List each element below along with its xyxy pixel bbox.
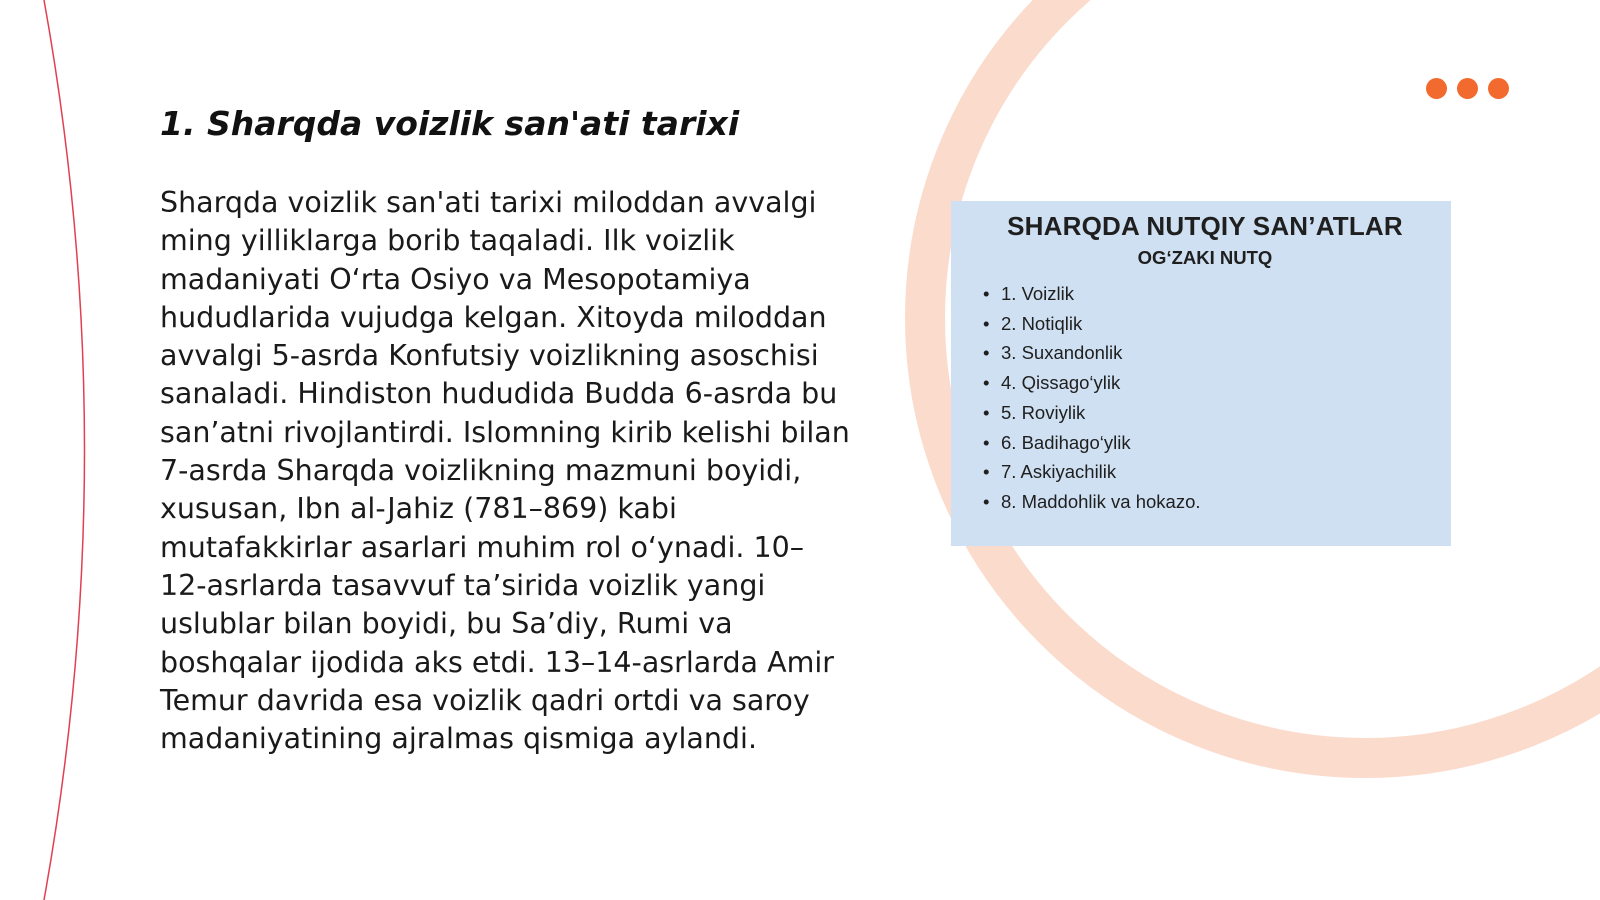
list-item: • 3. Suxandonlik (983, 338, 1427, 368)
list-item: • 6. Badihago‘ylik (983, 428, 1427, 458)
card-title: SHARQDA NUTQIY SAN’ATLAR (1007, 211, 1403, 241)
menu-dot (1457, 78, 1478, 99)
card-list (983, 279, 1427, 517)
menu-dot (1426, 78, 1447, 99)
list-item: • 5. Roviylik (983, 398, 1427, 428)
card-subtitle: OG‘ZAKI NUTQ (1137, 247, 1273, 268)
left-curve-line (44, 0, 85, 900)
list-item: • 2. Notiqlik (983, 309, 1427, 339)
list-item: • 8. Maddohlik va hokazo. (983, 487, 1427, 517)
list-item: • 7. Askiyachilik (983, 457, 1427, 487)
info-card (951, 201, 1451, 546)
list-item: • 1. Voizlik (983, 279, 1427, 309)
slide-body-text: Sharqda voizlik san'ati tarixi miloddan avvalgi ming yilliklarga borib taqaladi. Ilk voizlik madaniyati O‘rta Osiyo va Mesopotamiya hududlarida vujudga kelgan. Xitoyda miloddan avvalgi 5-asrda Konfutsiy voizlikning asoschisi sanaladi. Hindiston hududida Budda 6-asrda bu san’atni rivojlantirdi. Islomning kirib kelishi bilan 7-asrda Sharqda voizlikning mazmuni boyidi, xususan, Ibn al-Jahiz (781–869) kabi mutafakkirlar asarlari muhim rol o‘ynadi. 10–12-asrlarda tasavvuf ta’sirida voizlik yangi uslublar bilan boyidi, bu Sa’diy, Rumi va boshqalar ijodida aks etdi. 13–14-asrlarda Amir Temur davrida esa voizlik qadri ortdi va saroy madaniyatining ajralmas qismiga aylandi. (160, 186, 850, 756)
list-item: • 4. Qissago‘ylik (983, 368, 1427, 398)
slide-title: 1. Sharqda voizlik san'ati tarixi (160, 104, 740, 143)
menu-dot (1488, 78, 1509, 99)
more-dots-icon[interactable] (1426, 78, 1509, 99)
